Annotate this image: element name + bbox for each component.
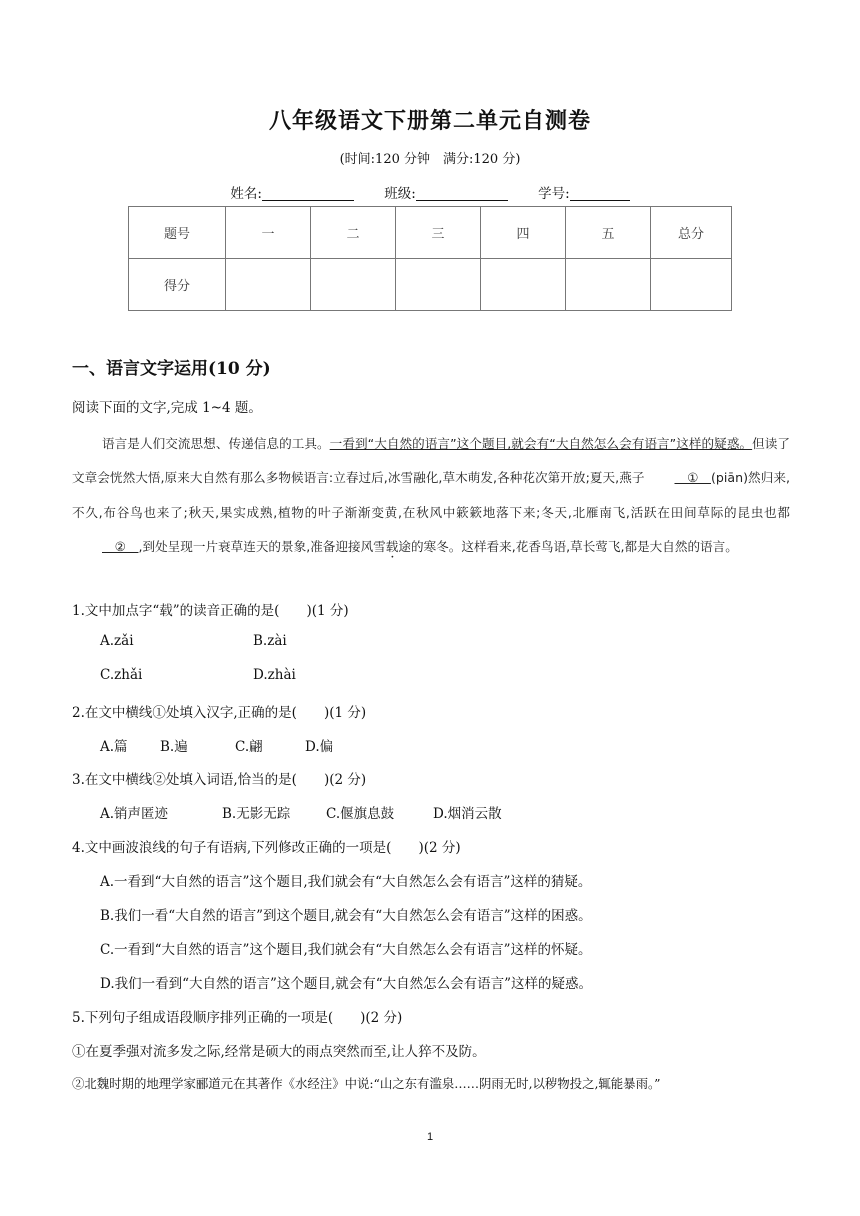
passage-text: 语言是人们交流思想、传递信息的工具。: [102, 436, 330, 451]
table-cell: 题号: [129, 207, 226, 259]
page-number: 1: [426, 1131, 434, 1143]
name-label: 姓名:: [230, 186, 262, 202]
id-label: 学号:: [538, 186, 570, 202]
q4-option-a[interactable]: A.一看到“大自然的语言”这个题目,我们就会有“大自然怎么会有语言”这样的猜疑。: [100, 874, 592, 890]
q4-option-c[interactable]: C.一看到“大自然的语言”这个题目,我们就会有“大自然怎么会有语言”这样的怀疑。: [100, 942, 592, 958]
name-field[interactable]: [262, 186, 354, 201]
student-info-row: [0, 182, 860, 202]
q3-option-c[interactable]: C.偃旗息鼓: [326, 806, 395, 822]
score-input-cell[interactable]: [396, 259, 481, 311]
q3-option-d[interactable]: D.烟消云散: [433, 806, 502, 822]
q3-option-b[interactable]: B.无影无踪: [222, 806, 291, 822]
q1-option-c[interactable]: C.zhǎi: [100, 667, 143, 683]
wavy-underlined-sentence: 一看到“大自然的语言”这个题目,就会有“大自然怎么会有语言”这样的疑惑。: [329, 436, 753, 451]
table-cell: 三: [396, 207, 481, 259]
id-field[interactable]: [570, 186, 630, 201]
table-cell: 得分: [129, 259, 226, 311]
reading-instruction: 阅读下面的文字,完成 1~4 题。: [72, 400, 262, 416]
score-table: [128, 206, 732, 311]
q1-option-b[interactable]: B.zài: [253, 633, 287, 649]
table-cell: 四: [481, 207, 566, 259]
score-table-score-row: [129, 259, 732, 311]
dotted-character: 载: [385, 539, 399, 555]
table-cell: 二: [311, 207, 396, 259]
question-2-stem: 2.在文中横线①处填入汉字,正确的是( )(1 分): [72, 705, 367, 721]
page-title: 八年级语文下册第二单元自测卷: [268, 108, 591, 134]
table-cell: 总分: [651, 207, 732, 259]
q2-option-a[interactable]: A.篇: [100, 739, 128, 755]
passage-text: ,到处呈现一片衰草连天的景象,准备迎接风雪: [138, 539, 386, 555]
q2-option-b[interactable]: B.遍: [160, 739, 188, 755]
blank-1: ①: [674, 470, 711, 486]
q1-option-a[interactable]: A.zǎi: [100, 633, 134, 649]
passage-text: (piān)然归来,不久,布谷鸟也来了;秋天,果实成熟,植物的叶子渐渐变黄,在秋风中簌簌地落下来;冬天,北雁南飞,活跃在田间草际的昆虫也都: [72, 470, 790, 520]
question-4-stem: 4.文中画波浪线的句子有语病,下列修改正确的一项是( )(2 分): [72, 840, 461, 856]
q2-option-c[interactable]: C.翩: [235, 739, 263, 755]
score-input-cell[interactable]: [481, 259, 566, 311]
exam-time-info: (时间:120 分钟 满分:120 分): [339, 152, 521, 167]
score-table-header-row: [129, 207, 732, 259]
table-cell: 五: [566, 207, 651, 259]
q1-option-d[interactable]: D.zhài: [253, 667, 296, 683]
q4-option-b[interactable]: B.我们一看“大自然的语言”到这个题目,就会有“大自然怎么会有语言”这样的困惑。: [100, 908, 592, 924]
reading-passage: [72, 427, 790, 565]
question-3-stem: 3.在文中横线②处填入词语,恰当的是( )(2 分): [72, 772, 367, 788]
passage-text: 途的寒冬。这样看来,花香鸟语,草长莺飞,都是大自然的语言。: [398, 539, 738, 555]
q5-sentence-2: ②北魏时期的地理学家郦道元在其著作《水经注》中说:“山之东有滥泉……阴雨无时,以秽物投之,辄能暴雨。”: [72, 1076, 661, 1091]
score-input-cell[interactable]: [566, 259, 651, 311]
table-cell: 一: [226, 207, 311, 259]
q3-option-a[interactable]: A.销声匿迹: [100, 806, 169, 822]
q5-sentence-1: ①在夏季强对流多发之际,经常是硕大的雨点突然而至,让人猝不及防。: [72, 1044, 486, 1060]
score-input-cell[interactable]: [651, 259, 732, 311]
class-field[interactable]: [416, 186, 508, 201]
passage-text: 但读了文章会恍然大悟,原来大自然有那么多物候语言:立春过后,冰雪融化,草木萌发,各种花次第开放;夏天,燕子: [72, 436, 791, 486]
score-input-cell[interactable]: [311, 259, 396, 311]
score-input-cell[interactable]: [226, 259, 311, 311]
q4-option-d[interactable]: D.我们一看到“大自然的语言”这个题目,就会有“大自然怎么会有语言”这样的疑惑。: [100, 976, 593, 992]
question-5-stem: 5.下列句子组成语段顺序排列正确的一项是( )(2 分): [72, 1010, 403, 1026]
q2-option-d[interactable]: D.偏: [305, 739, 334, 755]
blank-2: ②: [102, 539, 139, 555]
section-heading: 一、语言文字运用(10 分): [72, 359, 271, 379]
question-1-stem: 1.文中加点字“载”的读音正确的是( )(1 分): [72, 603, 349, 619]
class-label: 班级:: [384, 186, 416, 202]
